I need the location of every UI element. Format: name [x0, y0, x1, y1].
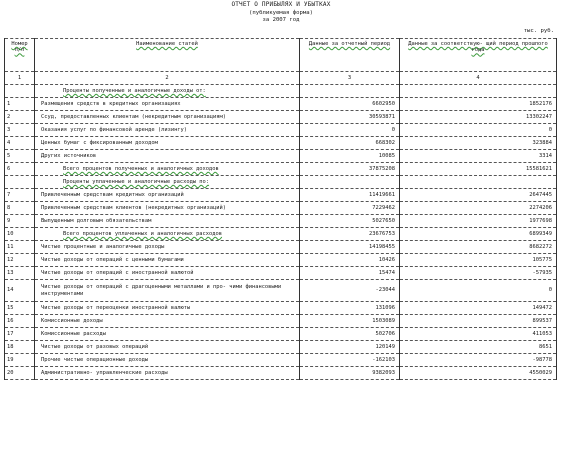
- row-current-value: [300, 85, 400, 98]
- row-previous-value: 1852176: [400, 98, 557, 111]
- row-previous-value: 3314: [400, 150, 557, 163]
- table-row: [5, 124, 557, 137]
- row-current-value: 7229462: [300, 202, 400, 215]
- row-number: 20: [5, 367, 35, 380]
- table-row: [5, 254, 557, 267]
- row-current-value: -23044: [300, 280, 400, 302]
- row-number: 18: [5, 341, 35, 354]
- profit-loss-table: [4, 38, 557, 380]
- table-row: [5, 215, 557, 228]
- row-current-value: 1503089: [300, 315, 400, 328]
- column-index-4: 4: [400, 72, 557, 85]
- row-number: 16: [5, 315, 35, 328]
- row-previous-value: 13302247: [400, 111, 557, 124]
- table-row: [5, 176, 557, 189]
- row-current-value: 5027650: [300, 215, 400, 228]
- row-previous-value: -98778: [400, 354, 557, 367]
- row-current-value: 30593871: [300, 111, 400, 124]
- row-name: Привлеченным средствам клиентов (некредитных организаций): [35, 202, 300, 215]
- row-name: Чистые доходы от разовых операций: [35, 341, 300, 354]
- row-number: 14: [5, 280, 35, 302]
- table-row: [5, 267, 557, 280]
- row-name: Чистые процентные и аналогичные доходы: [35, 241, 300, 254]
- row-current-value: 0: [300, 124, 400, 137]
- row-number: 15: [5, 302, 35, 315]
- row-current-value: 10085: [300, 150, 400, 163]
- row-number: 4: [5, 137, 35, 150]
- row-previous-value: 0: [400, 124, 557, 137]
- table-row: [5, 85, 557, 98]
- column-header-current: Данные за отчетный период: [300, 39, 400, 72]
- row-previous-value: 411053: [400, 328, 557, 341]
- table-row: [5, 98, 557, 111]
- column-index-3: 3: [300, 72, 400, 85]
- row-number: 19: [5, 354, 35, 367]
- row-name: Ценных бумаг с фиксированным доходом: [35, 137, 300, 150]
- table-row: [5, 315, 557, 328]
- row-name: Чистые доходы от операций с драгоценными металлами и про- чими финансовыми инструментами: [35, 280, 300, 302]
- row-name: Проценты полученные и аналогичные доходы от:: [35, 85, 300, 98]
- row-current-value: 37875208: [300, 163, 400, 176]
- table-row: [5, 367, 557, 380]
- row-name: Чистые доходы от переоценки иностранной валюты: [35, 302, 300, 315]
- row-current-value: 11419661: [300, 189, 400, 202]
- report-subtitle: (публикуемая форма): [249, 10, 313, 16]
- row-name: Всего процентов полученных и аналогичных доходов: [35, 163, 300, 176]
- row-previous-value: 8682272: [400, 241, 557, 254]
- row-previous-value: 323884: [400, 137, 557, 150]
- table-row: [5, 228, 557, 241]
- row-name: Выпущенным долговым обязательствам: [35, 215, 300, 228]
- row-number: 1: [5, 98, 35, 111]
- row-current-value: 6602950: [300, 98, 400, 111]
- row-number: 12: [5, 254, 35, 267]
- row-previous-value: 899537: [400, 315, 557, 328]
- table-row: [5, 137, 557, 150]
- row-name: Комиссионные доходы: [35, 315, 300, 328]
- row-name: Других источников: [35, 150, 300, 163]
- row-current-value: 131096: [300, 302, 400, 315]
- row-previous-value: [400, 85, 557, 98]
- table-body: [5, 85, 557, 380]
- row-previous-value: 15581621: [400, 163, 557, 176]
- row-number: 8: [5, 202, 35, 215]
- row-number: 3: [5, 124, 35, 137]
- table-header-row: [5, 39, 557, 72]
- table-row: [5, 241, 557, 254]
- row-previous-value: 2274206: [400, 202, 557, 215]
- row-number: [5, 85, 35, 98]
- column-index-2: 2: [35, 72, 300, 85]
- column-index-1: 1: [5, 72, 35, 85]
- row-current-value: -162103: [300, 354, 400, 367]
- row-name: Ссуд, предоставленных клиентам (некредитным организациям): [35, 111, 300, 124]
- row-previous-value: [400, 176, 557, 189]
- row-current-value: 120149: [300, 341, 400, 354]
- row-current-value: 10426: [300, 254, 400, 267]
- row-number: 9: [5, 215, 35, 228]
- row-current-value: 14198455: [300, 241, 400, 254]
- table-row: [5, 302, 557, 315]
- row-current-value: [300, 176, 400, 189]
- row-previous-value: 149472: [400, 302, 557, 315]
- row-previous-value: 1977698: [400, 215, 557, 228]
- table-row: [5, 150, 557, 163]
- row-number: 10: [5, 228, 35, 241]
- row-previous-value: 2647445: [400, 189, 557, 202]
- table-row: [5, 202, 557, 215]
- row-name: Проценты уплаченные и аналогичные расходы по:: [35, 176, 300, 189]
- row-current-value: 668302: [300, 137, 400, 150]
- table-row: [5, 354, 557, 367]
- row-name: Оказания услуг по финансовой аренде (лизингу): [35, 124, 300, 137]
- row-previous-value: 105775: [400, 254, 557, 267]
- row-name: Всего процентов уплаченных и аналогичных расходов: [35, 228, 300, 241]
- row-previous-value: 4550029: [400, 367, 557, 380]
- row-name: Прочие чистые операционные доходы: [35, 354, 300, 367]
- row-number: 5: [5, 150, 35, 163]
- row-name: Чистые доходы от операций с ценными бумагами: [35, 254, 300, 267]
- units-label: тыс. руб.: [523, 28, 554, 34]
- row-number: [5, 176, 35, 189]
- column-index-row: [5, 72, 557, 85]
- row-number: 11: [5, 241, 35, 254]
- row-number: 17: [5, 328, 35, 341]
- row-current-value: 502706: [300, 328, 400, 341]
- row-name: Административно- управленческие расходы: [35, 367, 300, 380]
- row-current-value: 9382093: [300, 367, 400, 380]
- row-current-value: 15474: [300, 267, 400, 280]
- row-number: 6: [5, 163, 35, 176]
- column-header-name: Наименование статей: [35, 39, 300, 72]
- row-number: 2: [5, 111, 35, 124]
- row-name: Комиссионные расходы: [35, 328, 300, 341]
- table-row: [5, 163, 557, 176]
- row-current-value: 23676753: [300, 228, 400, 241]
- row-name: Размещения средств в кредитных организациях: [35, 98, 300, 111]
- table-row: [5, 280, 557, 302]
- table-row: [5, 189, 557, 202]
- row-number: 7: [5, 189, 35, 202]
- report-period: за 2007 год: [262, 17, 300, 23]
- row-previous-value: 8651: [400, 341, 557, 354]
- row-previous-value: 6899349: [400, 228, 557, 241]
- row-name: Чистые доходы от операций с иностранной валютой: [35, 267, 300, 280]
- table-row: [5, 111, 557, 124]
- column-header-number: Номер п/п: [5, 39, 35, 72]
- table-row: [5, 328, 557, 341]
- row-previous-value: 0: [400, 280, 557, 302]
- table-row: [5, 341, 557, 354]
- row-number: 13: [5, 267, 35, 280]
- column-header-previous: Данные за соответствую- щий период прошлого года: [400, 39, 557, 72]
- report-title: ОТЧЕТ О ПРИБЫЛЯХ И УБЫТКАХ: [231, 1, 331, 8]
- row-previous-value: -57935: [400, 267, 557, 280]
- row-name: Привлеченным средствам кредитных организаций: [35, 189, 300, 202]
